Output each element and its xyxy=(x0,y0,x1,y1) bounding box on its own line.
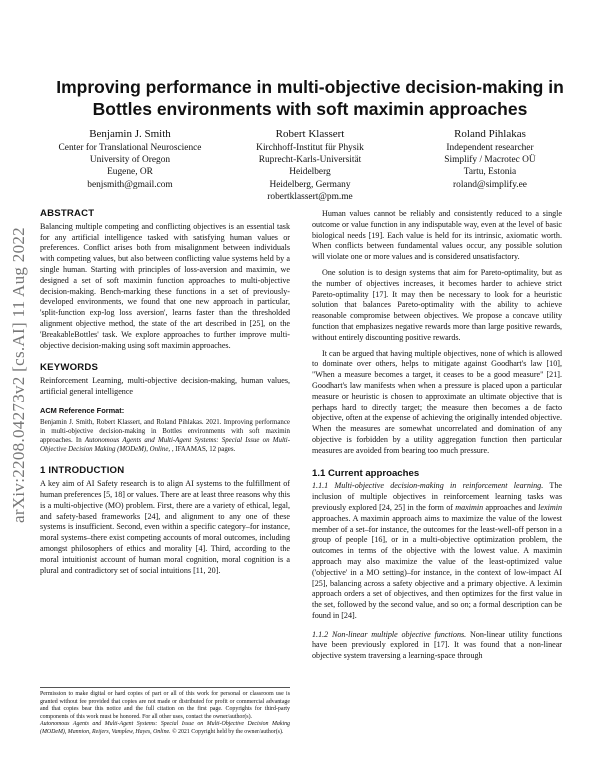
introduction-paragraph: A key aim of AI Safety research is to align AI systems to the fulfillment of human preferences [5, 18] or values. There are at least three reasons why this is a multi-objective (MO) problem. First, there are a variety of ethical, legal, and safety-based frameworks [24], and alignment to any one of these systems is insufficient. Second, even within a specific category–for instance, moral systems–there exist competing accounts of moral outcomes, including amongst philosophers of ethics and morality [4]. Third, according to the moral intuitionist account of human moral cognition, moral cognition is a plural and contradictory set of social intuitions [11, 20]. xyxy=(40,479,290,575)
keywords-heading: KEYWORDS xyxy=(40,362,99,374)
acm-reference-heading: ACM Reference Format: xyxy=(40,405,125,415)
body-paragraph: Human values cannot be reliably and consistently reduced to a single outcome or value function in any indisputable way, even at the level of basic biological needs [19]. Each value is held for its intrinsic, axiomatic worth. When conflicts between fundamental values occur, any possible solution will violate one or more values and is considered unsatisfactory. xyxy=(312,209,562,262)
author-name: Robert Klassert xyxy=(275,128,345,140)
permission-notice: Permission to make digital or hard copies of part or all of this work for personal or classroom use is granted without fee provided that copies are not made or distributed for profit or commercial advantage and that copies bear this notice and the full citation on the first page. Copyrights for third-party components of this work must be honored. For all other uses, contact the owner/author(s). xyxy=(40,691,290,720)
arxiv-sidebar-stamp xyxy=(6,190,32,560)
author-location: Eugene, OR xyxy=(107,167,153,178)
abstract-text: Balancing multiple competing and conflicting objectives is an essential task for any artificial intelligence tasked with satisfying human values or preferences. Conflict arises both from misalignment between individuals with competing values, but also between conflicting value systems held by a single human. Starting with principles of loss-aversion and maximin, we designed a set of soft maximin function approaches to multi-objective decision-making. Bench-marking these functions in a set of previously-developed environments, we found that one new approach in particular, 'split-function exp-log loss aversion', learns faster than the thresholded alignment objective method, the state of the art described in [25], on the 'BreakableBottles' task. We explore approaches to further improve multi-objective decision-making using soft maximin approaches. xyxy=(40,221,290,350)
author-block xyxy=(40,127,580,203)
subsection-1-1-2: 1.1.2 Non-linear multiple objective functions. Non-linear utility functions have been previously explored in [17]. It was found that a non-linear objective system traversing a learning-space through xyxy=(312,629,562,661)
author-affiliation: Heidelberg xyxy=(289,167,331,178)
right-column xyxy=(312,209,562,662)
title-line-1: Improving performance in multi-objective decision-making in xyxy=(56,77,564,97)
author-affiliation: Simplify / Macrotec OÜ xyxy=(444,155,536,166)
paper-title xyxy=(40,76,580,120)
author-location: Tartu, Estonia xyxy=(463,167,517,178)
arxiv-id: arXiv:2208.04273v2 [cs.AI] 11 Aug 2022 xyxy=(9,227,28,523)
author-affiliation: Independent researcher xyxy=(446,143,534,153)
author-location: Heidelberg, Germany xyxy=(269,179,351,190)
introduction-heading: 1 INTRODUCTION xyxy=(40,465,125,477)
author-name: Benjamin J. Smith xyxy=(89,128,171,140)
left-column xyxy=(40,209,290,576)
title-line-2: Bottles environments with soft maximin approaches xyxy=(92,99,528,119)
subsection-1-1-1: 1.1.1 Multi-objective decision-making in reinforcement learning. The inclusion of multiple objectives in reinforcement learning tasks was previously explored [24, 25] in the form of maximin approaches and leximin approaches. A maximin approach aims to maximize the value of the lowest member of a set–for instance, the outcomes for the least-well-off person in a group of people [16], or in a multi-objective optimization problem, the outcomes in terms of the objective with the lowest value. A maximin approach may also maximize the value of the least-optimized value ('objective' in a MO setting)–for instance, in the context of low-impact AI [25], balancing across a safety objective and a primary objective. A leximin approach orders a set of objectives, and then optimizes for the first value in the set, followed by the second value, and so on; a formal description can be found in [24]. xyxy=(312,481,562,620)
body-paragraph: It can be argued that having multiple objectives, none of which is allowed to dominate over others, helps to mitigate against Goodhart's law [10], "When a measure becomes a target, it ceases to be a good measure" [21]. Goodhart's law manifests when when a pressure is placed upon a particular measure or heuristic is chosen to approximate an ultimate objective that is perhaps hard to directly target; the measure then becomes a de facto objective, often at the expense of achieving the originally intended objective. When the measures are somewhat uncorrelated and domination of any objective is forbidden by a utility aggregation function then particular measures are avoided from bearing too much pressure. xyxy=(312,348,562,455)
acm-reference-text: Benjamin J. Smith, Robert Klassert, and Roland Pihlakas. 2021. Improving performance in multi-objective decision-making in Bottles environments with soft maximin approaches. In Autonomous Agents and Multi-Agent Systems: Special Issue on Multi-Objective Decision Making (MODeM), Online, , IFAAMAS, 12 pages. xyxy=(40,418,290,454)
author-email: roland@simplify.ee xyxy=(453,179,527,190)
author-affiliation: Center for Translational Neuroscience xyxy=(58,143,202,153)
author-3 xyxy=(400,127,580,203)
author-2 xyxy=(220,127,400,203)
subsection-title: 1.1.2 Non-linear multiple objective functions. xyxy=(312,629,467,639)
author-email: benjsmith@gmail.com xyxy=(87,179,173,190)
body-paragraph: One solution is to design systems that aim for Pareto-optimality, but as the number of objectives increases, it becomes harder to achieve strict Pareto-optimality [17]. It may then be necessary to look for a heuristic solution that balances Pareto-optimality with the ability to achieve reasonable compromise between objectives. We propose a concave utility function that emphasizes negative rewards more than large positive rewards, without entirely discounting positive rewards. xyxy=(312,267,562,342)
section-heading-current-approaches: 1.1 Current approaches xyxy=(312,467,420,479)
acm-venue: Autonomous Agents and Multi-Agent Systems: Special Issue on Multi-Objective Decision Making (MODeM), Online, xyxy=(40,436,290,454)
venue-notice: Autonomous Agents and Multi-Agent Systems: Special Issue on Multi-Objective Decision Making (MODeM), Mannion, Reijers, Vamplew, Hayes, Online. © 2021 Copyright held by the owner/author(s). xyxy=(40,721,290,735)
abstract-heading: ABSTRACT xyxy=(40,208,95,219)
author-affiliation: University of Oregon xyxy=(89,155,171,166)
author-email: robertklassert@pm.me xyxy=(267,191,353,202)
keywords-text: Reinforcement Learning, multi-objective decision-making, human values, artificial general intelligence xyxy=(40,376,290,396)
author-1 xyxy=(40,127,220,203)
footnote xyxy=(40,687,290,737)
author-name: Roland Pihlakas xyxy=(454,128,526,140)
author-affiliation: Ruprecht-Karls-Universität xyxy=(258,155,362,166)
author-affiliation: Kirchhoff-Institut für Physik xyxy=(256,143,364,153)
subsection-title: 1.1.1 Multi-objective decision-making in reinforcement learning. xyxy=(312,481,544,491)
